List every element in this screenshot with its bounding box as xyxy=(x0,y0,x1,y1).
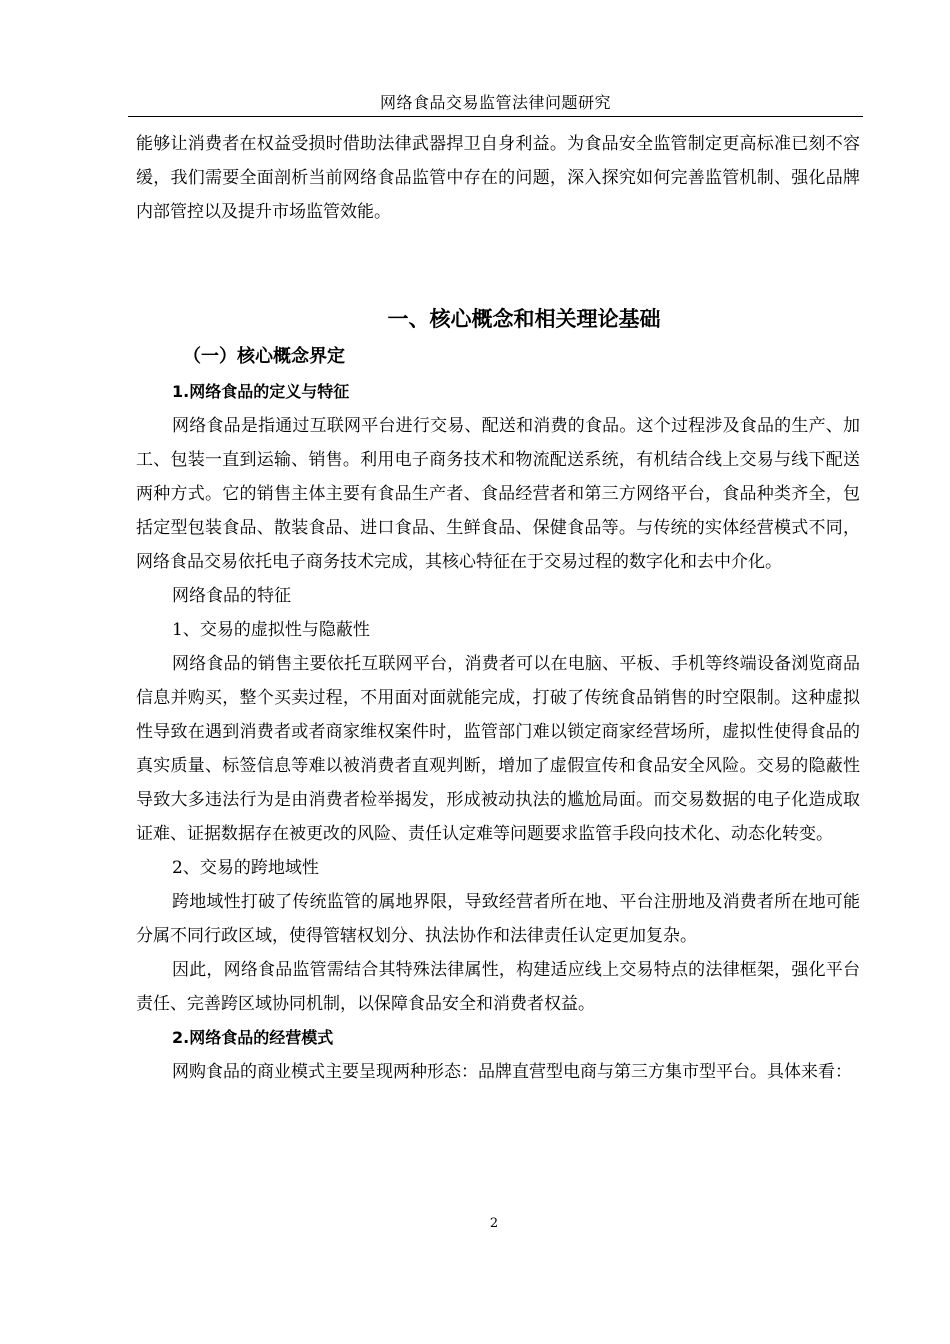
paragraph-conclusion: 因此，网络食品监管需结合其特殊法律属性，构建适应线上交易特点的法律框架，强化平台责任、完善跨区域协同机制，以保障食品安全和消费者权益。 xyxy=(136,960,860,1014)
section-heading: （一）核心概念界定 xyxy=(183,346,345,367)
paragraph-features-label: 网络食品的特征 xyxy=(172,586,291,606)
page-header: 网络食品交易监管法律问题研究 xyxy=(128,84,863,117)
paragraph-feature-2: 跨地域性打破了传统监管的属地界限，导致经营者所在地、平台注册地及消费者所在地可能分属不同行政区域，使得管辖权划分、执法协作和法律责任认定更加复杂。 xyxy=(136,892,860,946)
paragraph-definition: 网络食品是指通过互联网平台进行交易、配送和消费的食品。这个过程涉及食品的生产、加工、包装一直到运输、销售。利用电子商务技术和物流配送系统，有机结合线上交易与线下配送两种方式。它的销售主体主要有食品生产者、食品经营者和第三方网络平台，食品种类齐全，包括定型包装食品、散装食品、进口食品、生鲜食品、保健食品等。与传统的实体经营模式不同，网络食品交易依托电子商务技术完成，其核心特征在于交易过程的数字化和去中介化。 xyxy=(136,416,860,572)
paragraph-intro: 能够让消费者在权益受损时借助法律武器捍卫自身利益。为食品安全监管制定更高标准已刻不容缓，我们需要全面剖析当前网络食品监管中存在的问题，深入探究如何完善监管机制、强化品牌内部管控以及提升市场监管效能。 xyxy=(136,134,860,222)
feature-1-title: 1、交易的虚拟性与隐蔽性 xyxy=(172,620,370,640)
document-body xyxy=(136,127,860,1089)
subsection-heading-business-model: 2.网络食品的经营模式 xyxy=(172,1028,334,1047)
paragraph-feature-1: 网络食品的销售主要依托互联网平台，消费者可以在电脑、平板、手机等终端设备浏览商品信息并购买，整个买卖过程，不用面对面就能完成，打破了传统食品销售的时空限制。这种虚拟性导致在遇到消费者或者商家维权案件时，监管部门难以锁定商家经营场所，虚拟性使得食品的真实质量、标签信息等难以被消费者直观判断，增加了虚假宣传和食品安全风险。交易的隐蔽性导致大多违法行为是由消费者检举揭发，形成被动执法的尴尬局面。而交易数据的电子化造成取证难、证据数据存在被更改的风险、责任认定难等问题要求监管手段向技术化、动态化转变。 xyxy=(136,654,860,844)
chapter-heading: 一、核心概念和相关理论基础 xyxy=(387,307,661,331)
paragraph-business-model: 网购食品的商业模式主要呈现两种形态：品牌直营型电商与第三方集市型平台。具体来看： xyxy=(172,1062,852,1082)
subsection-heading-definition: 1.网络食品的定义与特征 xyxy=(172,382,350,401)
feature-2-title: 2、交易的跨地域性 xyxy=(172,858,319,878)
page-number: 2 xyxy=(489,1216,499,1231)
